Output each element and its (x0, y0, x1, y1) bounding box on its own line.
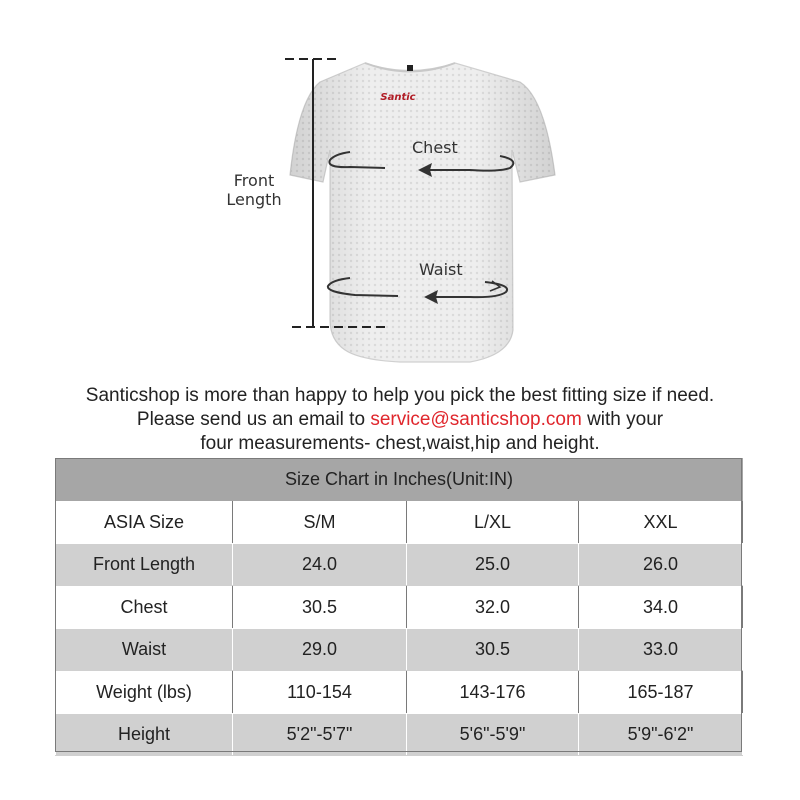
row-label-cell: Waist (56, 629, 233, 671)
table-header-row (56, 501, 743, 544)
value-cell: 5'2"-5'7" (233, 714, 407, 756)
value-cell: 5'9"-6'2" (579, 714, 743, 756)
value-cell: 24.0 (233, 544, 407, 586)
product-figure (0, 0, 800, 370)
value-cell: 29.0 (233, 629, 407, 671)
size-chart-table (55, 458, 743, 756)
size-chart-title: Size Chart in Inches(Unit:IN) (56, 459, 743, 501)
intro-text (0, 384, 800, 456)
value-cell: 5'6"-5'9" (407, 714, 579, 756)
intro-line-2 (0, 408, 800, 432)
value-cell: 32.0 (407, 586, 579, 629)
header-cell: XXL (579, 501, 743, 544)
value-cell: 26.0 (579, 544, 743, 586)
value-cell: 110-154 (233, 671, 407, 714)
row-label-cell: Front Length (56, 544, 233, 586)
row-label-cell: Height (56, 714, 233, 756)
table-row (56, 671, 743, 714)
row-label-cell: Weight (lbs) (56, 671, 233, 714)
table-row (56, 544, 743, 586)
jersey-illustration (0, 0, 800, 370)
chest-label: Chest (412, 138, 458, 157)
intro-line-2-before: Please send us an email to (136, 409, 371, 430)
jersey-shape (290, 63, 555, 362)
table-row (56, 586, 743, 629)
value-cell: 34.0 (579, 586, 743, 629)
header-cell: L/XL (407, 501, 579, 544)
intro-line-1: Santicshop is more than happy to help you pick the best fitting size if need. (85, 385, 715, 406)
value-cell: 25.0 (407, 544, 579, 586)
value-cell: 33.0 (579, 629, 743, 671)
intro-line-2-after: with your (581, 409, 664, 430)
front-length-label-line1: Front (233, 171, 275, 190)
brand-logo: Santic (380, 92, 416, 103)
front-length-label-line2: Length (226, 190, 282, 209)
intro-line-3: four measurements- chest,waist,hip and height. (200, 433, 600, 454)
row-label-cell: Chest (56, 586, 233, 629)
waist-label: Waist (419, 260, 463, 279)
value-cell: 30.5 (407, 629, 579, 671)
header-cell: ASIA Size (56, 501, 233, 544)
front-length-label (216, 171, 292, 209)
value-cell: 143-176 (407, 671, 579, 714)
value-cell: 165-187 (579, 671, 743, 714)
value-cell: 30.5 (233, 586, 407, 629)
table-row (56, 629, 743, 671)
header-cell: S/M (233, 501, 407, 544)
support-email-link[interactable]: service@santicshop.com (370, 409, 582, 430)
table-row (56, 714, 743, 756)
size-tag-icon (407, 65, 413, 71)
